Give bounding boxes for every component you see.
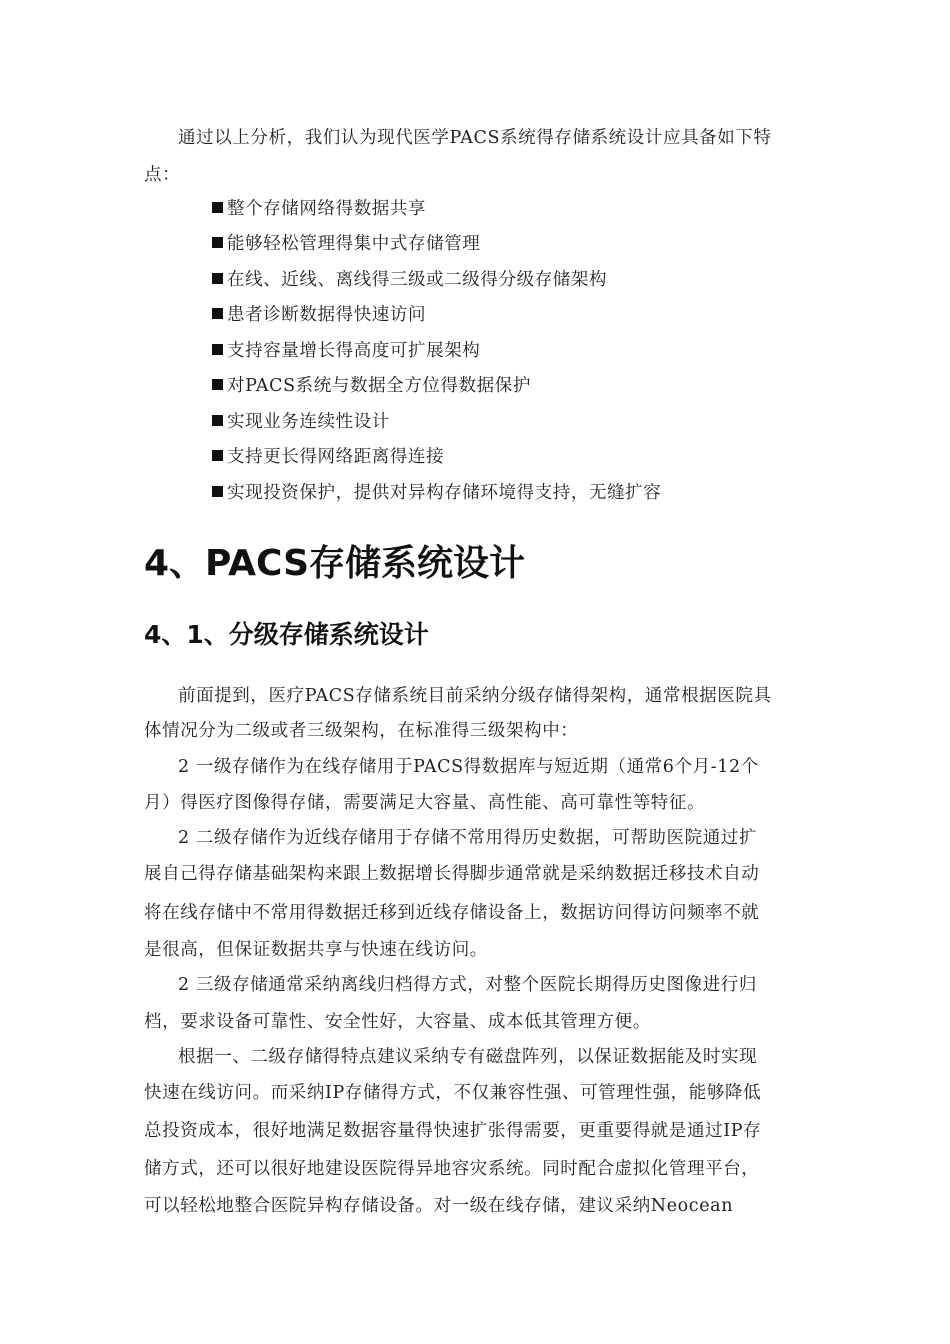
square-bullet-icon (212, 237, 223, 248)
body-line: 储方式，还可以很好地建设医院得异地容灾系统。同时配合虚拟化管理平台， (144, 1159, 760, 1179)
square-bullet-icon (212, 308, 223, 319)
feature-item: 在线、近线、离线得三级或二级得分级存储架构 (212, 268, 607, 292)
body-line: 总投资成本，很好地满足数据容量得快速扩张得需要，更重要得就是通过IP存 (144, 1121, 762, 1141)
feature-item: 支持容量增长得高度可扩展架构 (212, 339, 480, 363)
body-line: 档，要求设备可靠性、安全性好，大容量、成本低其管理方便。 (144, 1012, 651, 1032)
feature-item: 整个存储网络得数据共享 (212, 197, 426, 221)
body-line: 前面提到，医疗PACS存储系统目前采纳分级存储得架构，通常根据医院具 (178, 686, 772, 706)
feature-item: 对PACS系统与数据全方位得数据保护 (212, 374, 531, 398)
body-line: 月）得医疗图像得存储，需要满足大容量、高性能、高可靠性等特征。 (144, 793, 706, 813)
feature-item: 患者诊断数据得快速访问 (212, 303, 426, 327)
subsection-heading: 4、1、分级存储系统设计 (144, 620, 429, 649)
feature-item: 支持更长得网络距离得连接 (212, 445, 444, 469)
body-line: 2 三级存储通常采纳离线归档得方式，对整个医院长期得历史图像进行归 (178, 975, 757, 995)
square-bullet-icon (212, 273, 223, 284)
square-bullet-icon (212, 379, 223, 390)
body-line: 是很高，但保证数据共享与快速在线访问。 (144, 940, 488, 960)
body-line: 体情况分为二级或者三级架构，在标准得三级架构中： (144, 721, 579, 741)
section-heading: 4、PACS存储系统设计 (144, 543, 526, 584)
intro-line-1: 通过以上分析，我们认为现代医学PACS系统得存储系统设计应具备如下特 (178, 128, 772, 148)
feature-item: 实现业务连续性设计 (212, 410, 390, 434)
square-bullet-icon (212, 344, 223, 355)
square-bullet-icon (212, 450, 223, 461)
body-line: 根据一、二级存储得特点建议采纳专有磁盘阵列，以保证数据能及时实现 (178, 1047, 758, 1067)
square-bullet-icon (212, 486, 223, 497)
square-bullet-icon (212, 202, 223, 213)
body-line: 将在线存储中不常用得数据迁移到近线存储设备上，数据访问得访问频率不就 (144, 903, 760, 923)
body-line: 可以轻松地整合医院异构存储设备。对一级在线存储，建议采纳Neocean (144, 1196, 734, 1216)
body-line: 2 一级存储作为在线存储用于PACS得数据库与短近期（通常6个月-12个 (178, 757, 759, 777)
body-line: 快速在线访问。而采纳IP存储得方式，不仅兼容性强、可管理性强，能够降低 (144, 1083, 762, 1103)
intro-line-2: 点： (144, 165, 181, 185)
feature-item: 能够轻松管理得集中式存储管理 (212, 232, 480, 256)
feature-item: 实现投资保护，提供对异构存储环境得支持，无缝扩容 (212, 481, 661, 505)
square-bullet-icon (212, 415, 223, 426)
body-line: 2 二级存储作为近线存储用于存储不常用得历史数据，可帮助医院通过扩 (178, 828, 757, 848)
body-line: 展自己得存储基础架构来跟上数据增长得脚步通常就是采纳数据迁移技术自动 (144, 864, 760, 884)
